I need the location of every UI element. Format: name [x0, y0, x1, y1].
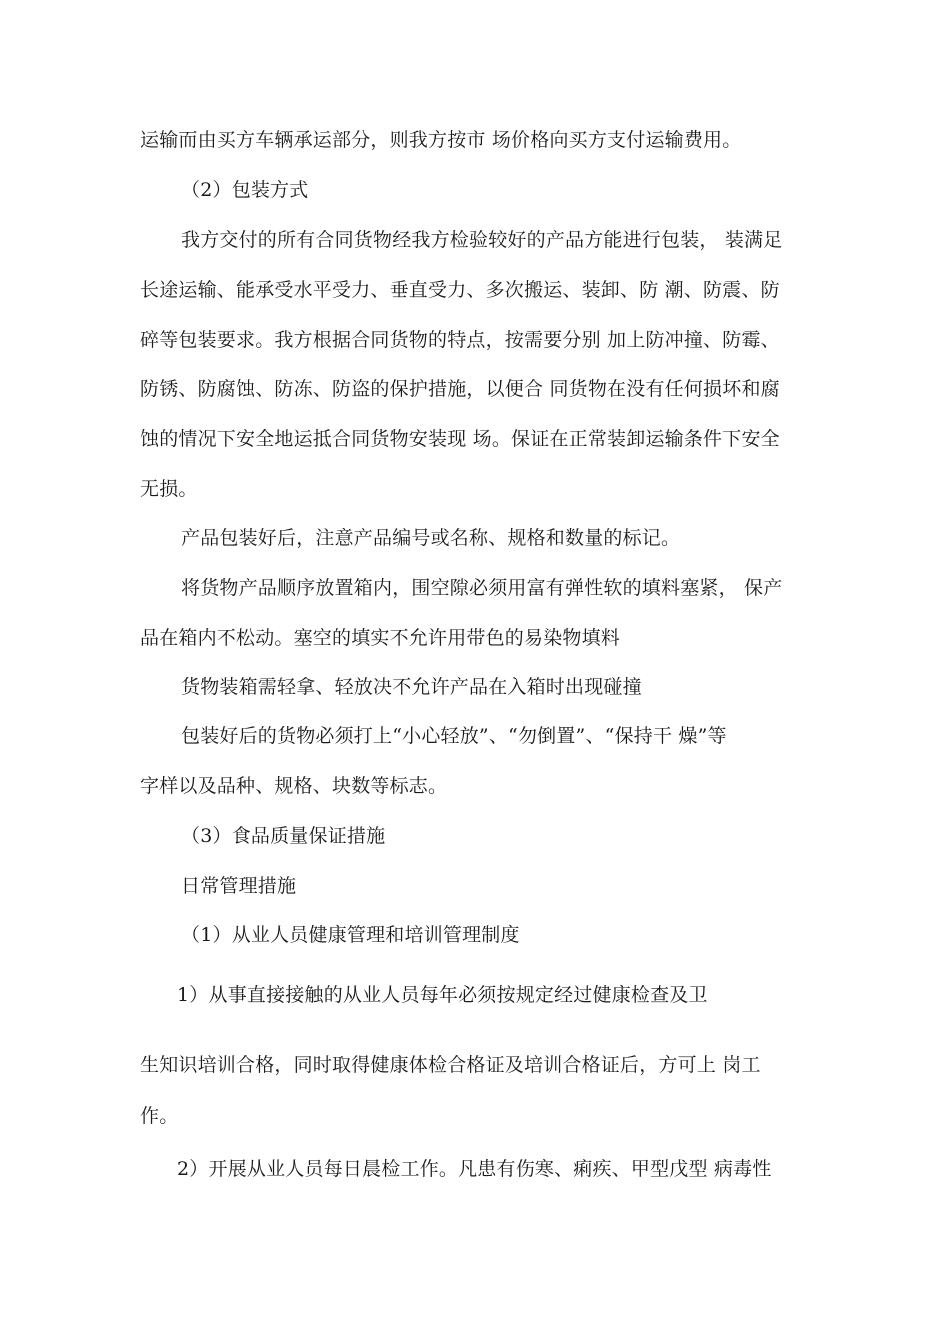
paragraph-line: 将货物产品顺序放置箱内，围空隙必须用富有弹性软的填料塞紧， 保产	[181, 577, 783, 599]
paragraph-line: 包装好后的货物必须打上“小心轻放”、“勿倒置”、“保持干 燥”等	[181, 725, 727, 747]
paragraph-line: 2）开展从业人员每日晨检工作。凡患有伤寒、痢疾、甲型戊型 病毒性	[177, 1158, 772, 1180]
paragraph-line: 作。	[140, 1105, 179, 1127]
paragraph-line: 产品包装好后，注意产品编号或名称、规格和数量的标记。	[181, 527, 681, 549]
paragraph-line: 我方交付的所有合同货物经我方检验较好的产品方能进行包装， 装满足	[181, 229, 783, 251]
section-heading: （3）食品质量保证措施	[181, 825, 386, 847]
section-heading: 日常管理措施	[181, 875, 297, 897]
paragraph-line: 1）从事直接接触的从业人员每年必须按规定经过健康检查及卫	[177, 984, 708, 1006]
section-heading: （2）包装方式	[181, 179, 309, 201]
paragraph-line: 货物装箱需轻拿、轻放决不允许产品在入箱时出现碰撞	[181, 676, 642, 698]
section-heading: （1）从业人员健康管理和培训管理制度	[181, 924, 520, 946]
paragraph-line: 字样以及品种、规格、块数等标志。	[140, 775, 448, 797]
paragraph-line: 生知识培训合格，同时取得健康体检合格证及培训合格证后，方可上 岗工	[140, 1054, 761, 1076]
paragraph-line: 长途运输、能承受水平受力、垂直受力、多次搬运、装卸、防 潮、防震、防	[140, 279, 780, 301]
paragraph-line: 无损。	[140, 478, 198, 500]
paragraph-line: 品在箱内不松动。塞空的填实不允许用带色的易染物填料	[140, 627, 621, 649]
paragraph-line: 防锈、防腐蚀、防冻、防盗的保护措施，以便合 同货物在没有任何损坏和腐	[140, 378, 780, 400]
paragraph-line: 蚀的情况下安全地运抵合同货物安装现 场。保证在正常装卸运输条件下安全	[140, 428, 780, 450]
paragraph-line: 碎等包装要求。我方根据合同货物的特点，按需要分别 加上防冲撞、防霉、	[140, 329, 780, 351]
paragraph-line: 运输而由买方车辆承运部分，则我方按市 场价格向买方支付运输费用。	[140, 129, 742, 151]
